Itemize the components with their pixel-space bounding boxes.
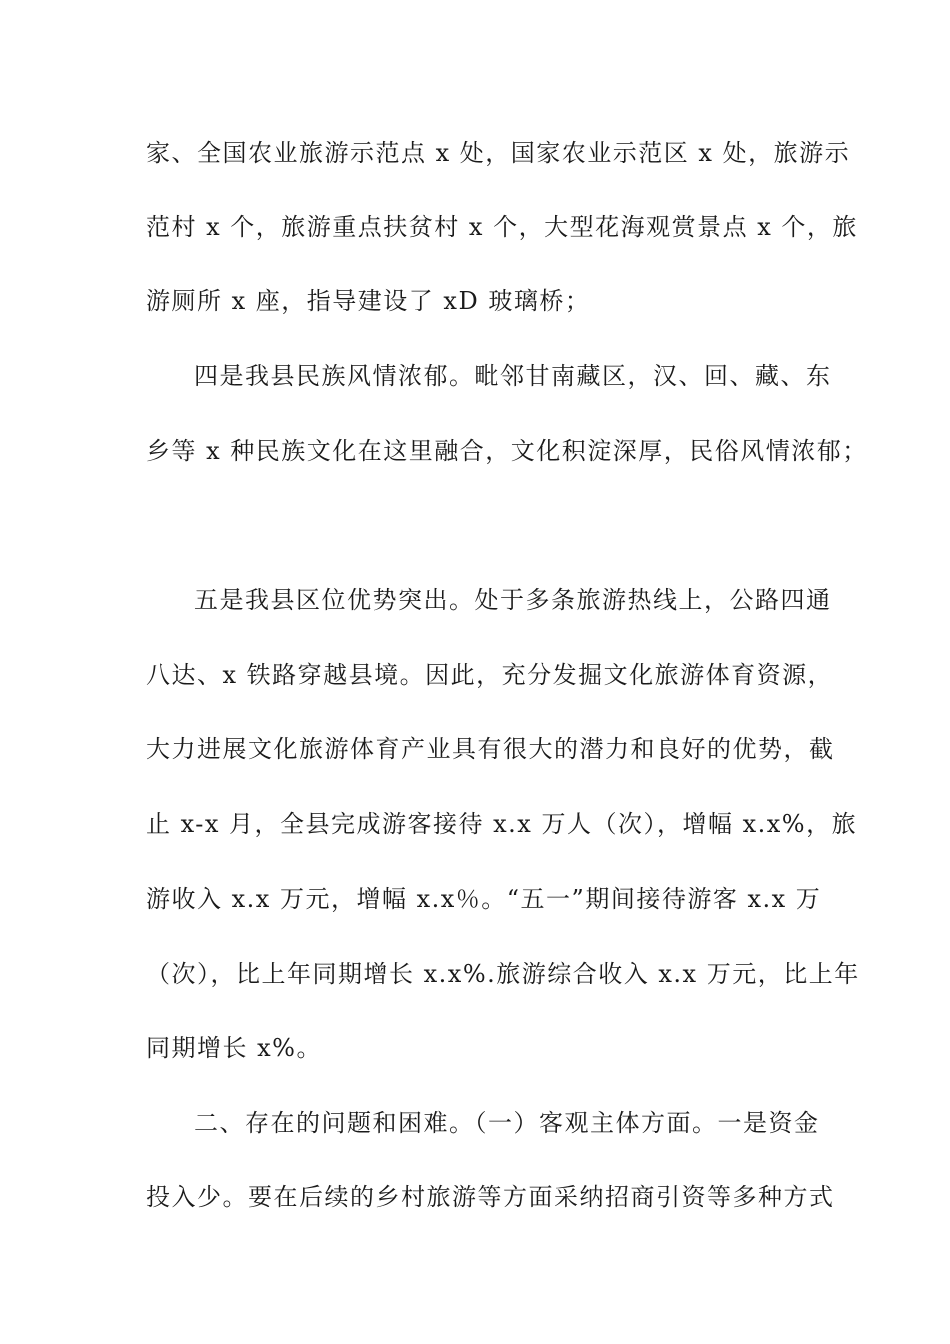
paragraph-line: 投入少。要在后续的乡村旅游等方面采纳招商引资等多种方式 xyxy=(146,1183,835,1211)
paragraph-line: 家、全国农业旅游示范点 x 处，国家农业示范区 x 处，旅游示 xyxy=(146,139,851,167)
paragraph-line: 游厕所 x 座，指导建设了 xD 玻璃桥； xyxy=(146,287,591,315)
paragraph-line: 乡等 x 种民族文化在这里融合，文化积淀深厚，民俗风情浓郁； xyxy=(146,437,868,465)
paragraph-line: 止 x-x 月，全县完成游客接待 x.x 万人（次），增幅 x.x%，旅 xyxy=(146,810,858,838)
paragraph-line: 五是我县区位优势突出。处于多条旅游热线上，公路四通 xyxy=(194,586,832,614)
paragraph-line: 游收入 x.x 万元，增幅 x.x％。“五一”期间接待游客 x.x 万 xyxy=(146,885,822,913)
paragraph-line: 范村 x 个，旅游重点扶贫村 x 个，大型花海观赏景点 x 个，旅 xyxy=(146,213,858,241)
paragraph-line: 同期增长 x%。 xyxy=(146,1034,322,1062)
paragraph-line: 二、存在的问题和困难。（一）客观主体方面。一是资金 xyxy=(194,1109,820,1137)
paragraph-line: 八达、x 铁路穿越县境。因此，充分发掘文化旅游体育资源， xyxy=(146,661,834,689)
paragraph-line: 四是我县民族风情浓郁。毗邻甘南藏区，汉、回、藏、东 xyxy=(194,362,832,390)
paragraph-line: 大力进展文化旅游体育产业具有很大的潜力和良好的优势，截 xyxy=(146,735,835,763)
paragraph-line: （次），比上年同期增长 x.x%.旅游综合收入 x.x 万元，比上年 xyxy=(146,960,860,988)
